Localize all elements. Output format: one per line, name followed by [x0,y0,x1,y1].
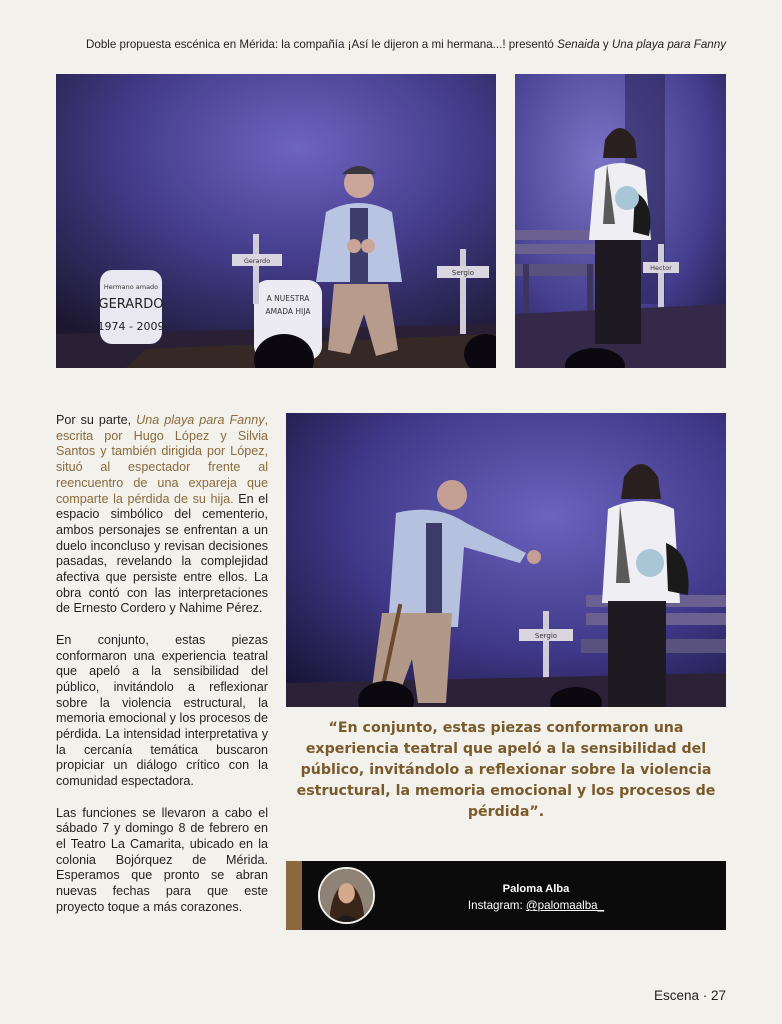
p1-lead: Por su parte, [56,413,137,427]
author-name: Paloma Alba [502,883,570,895]
sign-gerardo: GERARDO [98,297,164,312]
p1-accent-text: , escrita por Hugo López y Silvia Santos y también dirigida por López, situó al espectador frente al reencuentro de una expareja que comparte la pérdida de su hija. [56,413,268,506]
running-header [56,38,726,51]
header-title-senaida: Senaida [557,38,600,51]
header-text: Doble propuesta escénica en Mérida: la compañía ¡Así le dijeron a mi hermana...! presentó [86,38,558,51]
avatar [318,867,375,924]
paragraph-2: En conjunto, estas piezas conformaron una experiencia teatral que apeló a la sensibilidad del público, invitándolo a reflexionar sobre la violencia estructural, la memoria emocional y los procesos de pérdida. La intensidad interpretativa y la cercanía temática buscaron propiciar un diálogo crítico con la comunidad espectadora. [56,632,268,789]
sign-a-nuestra: A NUESTRA [266,294,310,303]
header-title-fanny: Una playa para Fanny [611,38,726,51]
sign-cross-hector: Hector [650,264,672,272]
photo-top-right [515,74,726,368]
paragraph-1 [56,413,268,617]
header-join: y [599,38,612,51]
paragraph-3: Las funciones se llevaron a cabo el sábado 7 y domingo 8 de febrero en el Teatro La Camarita, ubicado en la colonia Bojórquez de Mérida. Esperamos que pronto se abran nuevas fechas para que este proyecto toque a más corazones. [56,805,268,914]
instagram-label: Instagram: [467,899,526,912]
photo-middle [286,413,726,707]
photo-top-left [56,74,496,368]
sign-cross-gerardo: Gerardo [243,257,271,265]
author-box [286,861,726,930]
instagram-handle-link[interactable]: @palomaalba_ [525,899,605,912]
article-body [56,413,268,931]
sign-cross-sergio-2: Sergio [534,632,558,640]
p1-title: Una playa para Fanny [136,413,265,427]
page-footer: Escena · 27 [653,988,726,1003]
pull-quote: “En conjunto, estas piezas conformaron una experiencia teatral que apeló a la sensibilidad del público, invitándolo a reflexionar sobre la violencia estructural, la memoria emocional y los procesos de pérdida”. [296,720,716,820]
sign-cross-sergio: Sergio [451,269,475,277]
author-accent-bar [286,861,302,930]
author-instagram [456,899,616,912]
p1-rest: En el espacio simbólico del cementerio, ambos personajes se enfrentan a un duelo inconcluso y revisan decisiones pasadas, revelando la complejidad afectiva que persiste entre ellos. La obra contó con las interpretaciones de Ernesto Cordero y Nahime Pérez. [56,491,268,616]
sign-dates: 1974 - 2009 [97,320,165,333]
sign-hermano: Hermano amado [103,283,159,291]
sign-amada-hija: AMADA HIJA [265,307,311,316]
